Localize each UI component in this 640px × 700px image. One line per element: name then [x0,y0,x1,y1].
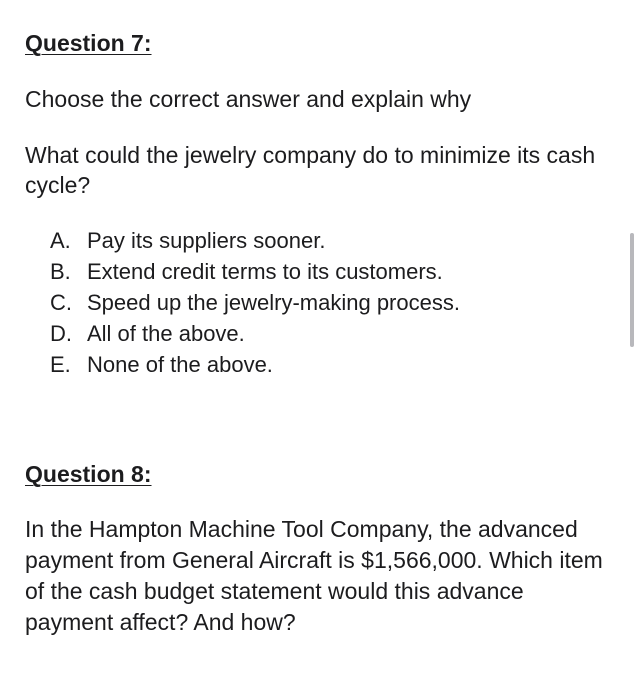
option-c-letter: C. [50,290,72,315]
option-b-letter: B. [50,259,71,284]
question-7-instruction: Choose the correct answer and explain why [25,86,472,112]
option-c-text: Speed up the jewelry-making process. [87,290,460,315]
option-c [50,287,460,318]
option-a-letter: A. [50,228,71,253]
option-a [50,225,460,256]
answer-options-list [50,225,460,380]
option-e-text: None of the above. [87,352,273,377]
option-d-text: All of the above. [87,321,245,346]
option-d [50,318,460,349]
option-e [50,349,460,380]
vertical-scrollbar[interactable] [630,233,634,347]
option-b [50,256,460,287]
option-a-text: Pay its suppliers sooner. [87,228,326,253]
question-8-heading: Question 8: [25,461,152,487]
option-e-letter: E. [50,352,71,377]
option-d-letter: D. [50,321,72,346]
question-7-prompt: What could the jewelry company do to minimize its cash cycle? [25,142,596,198]
option-b-text: Extend credit terms to its customers. [87,259,443,284]
question-8-body: In the Hampton Machine Tool Company, the advanced payment from General Aircraft is $1,566,000. Which item of the cash budget statement would this advance payment affect? And how? [25,516,603,635]
question-7-heading: Question 7: [25,30,152,56]
